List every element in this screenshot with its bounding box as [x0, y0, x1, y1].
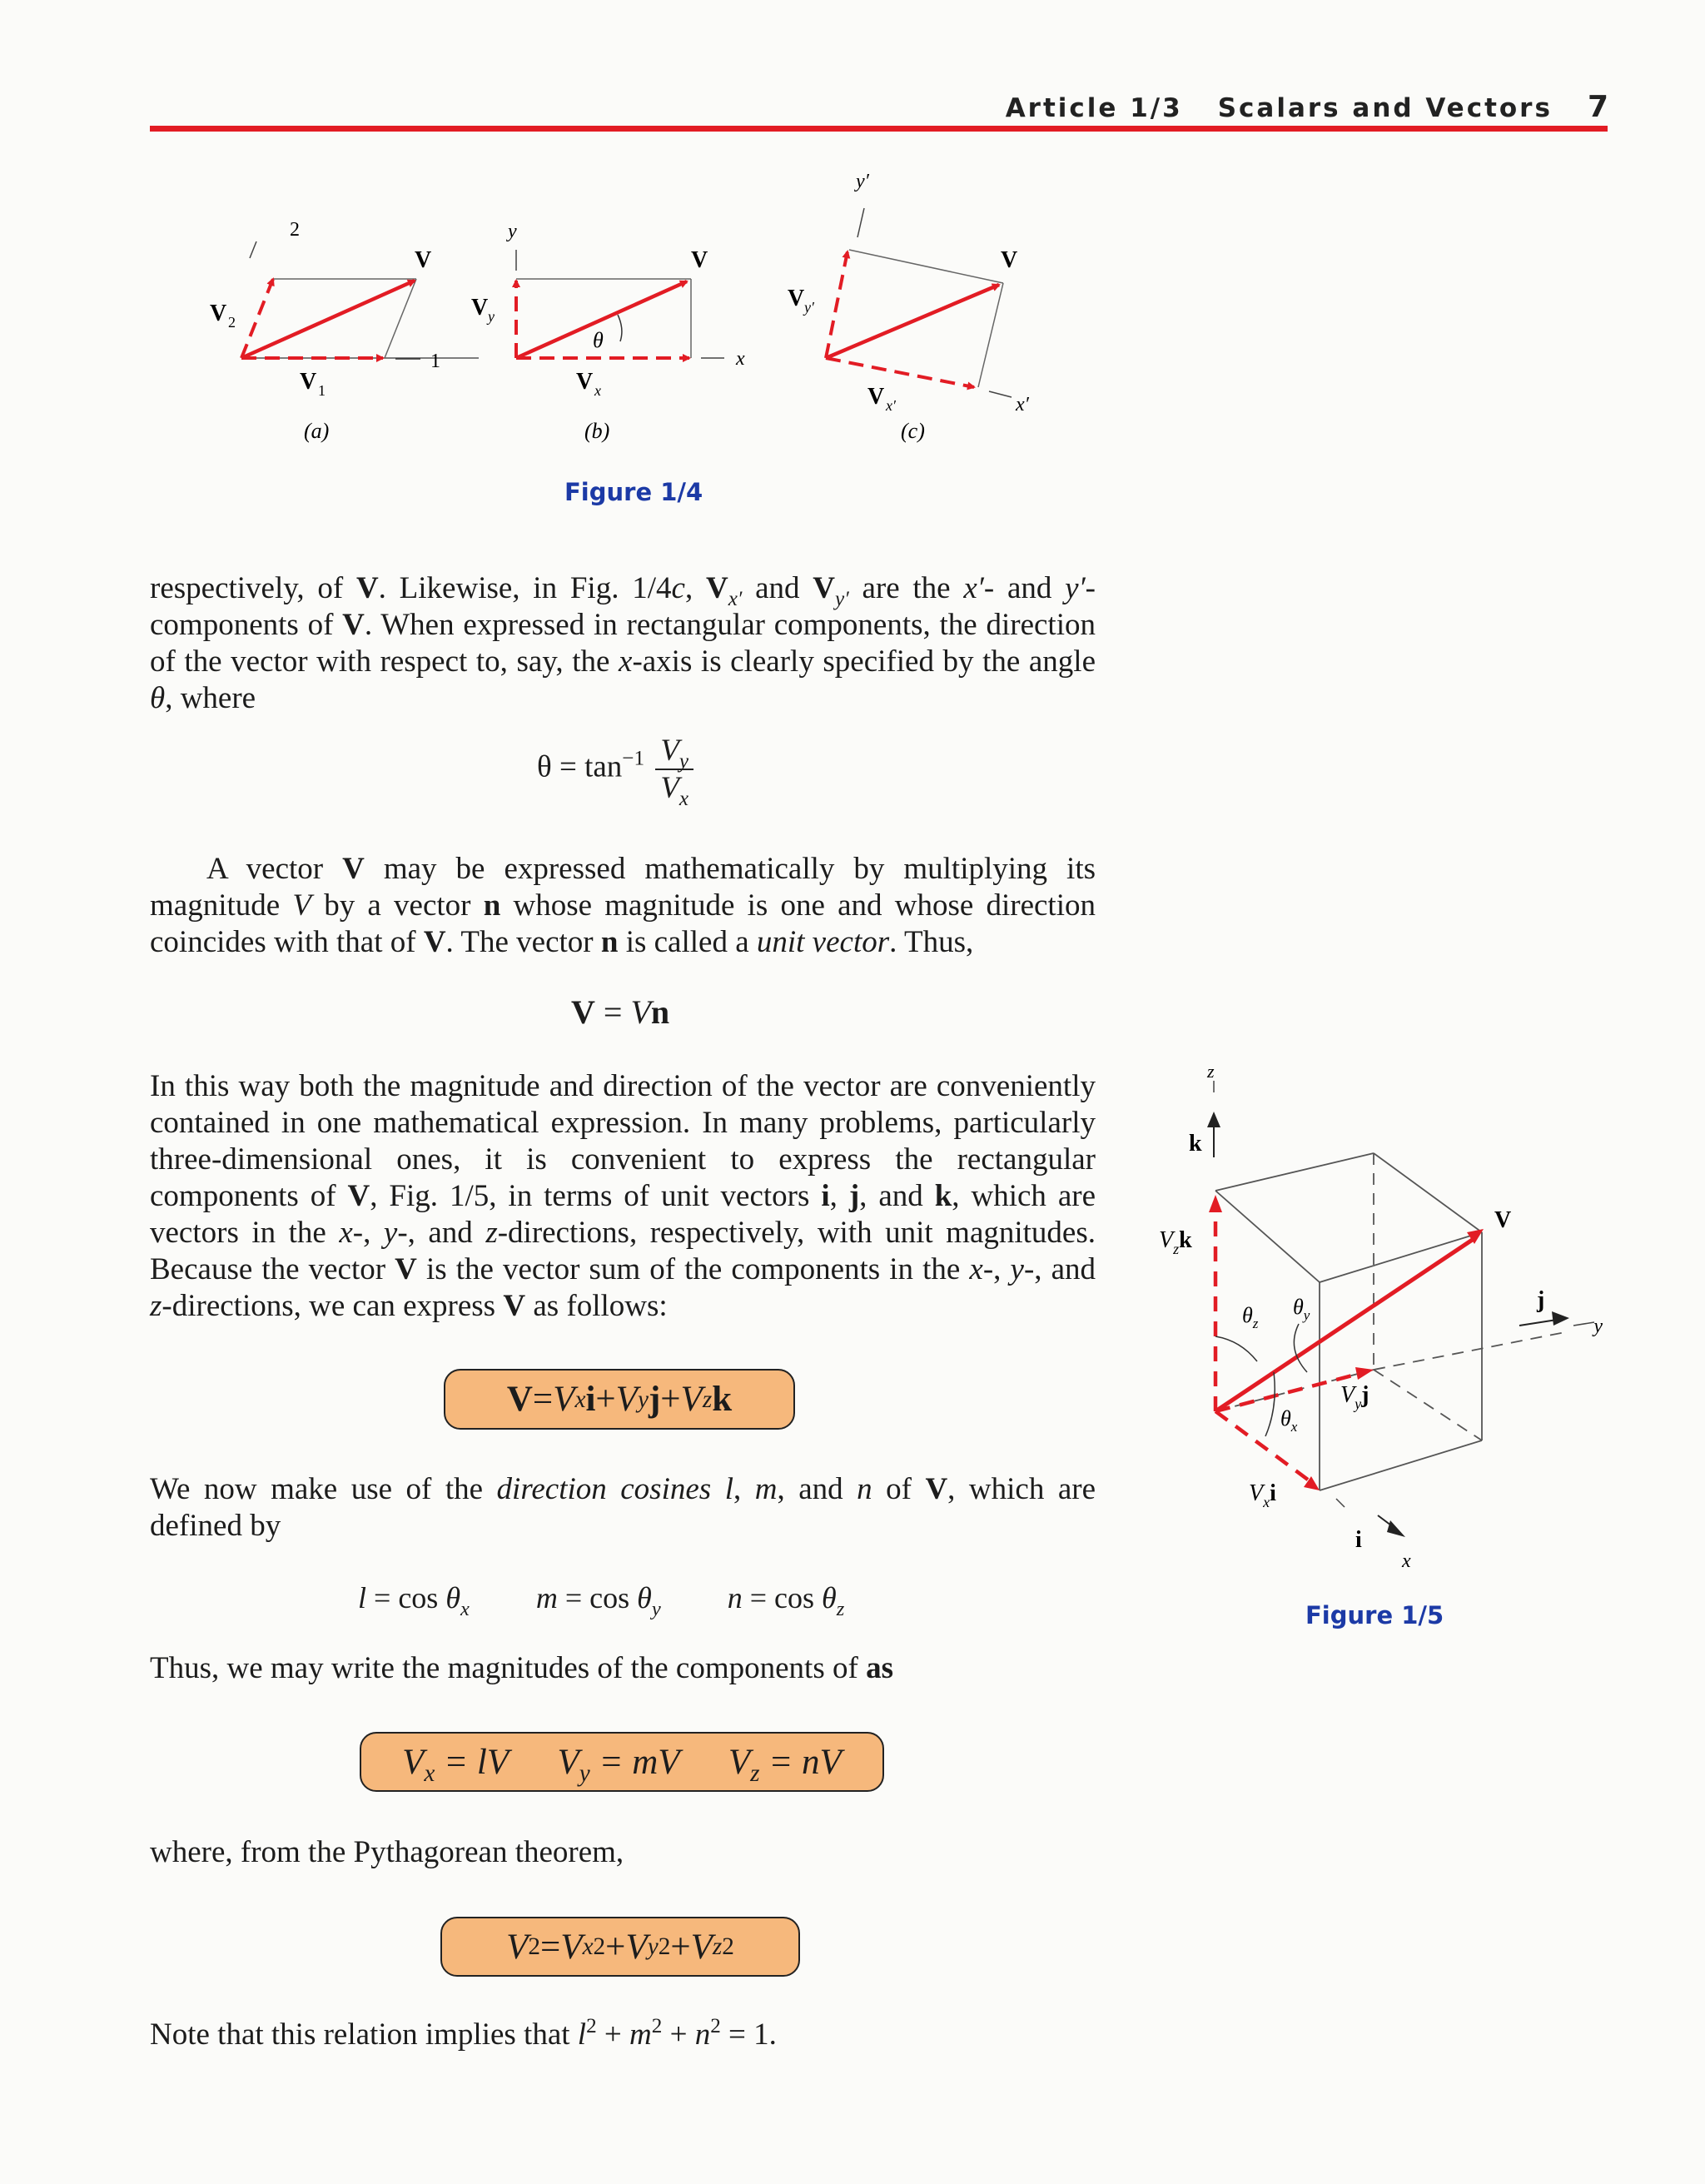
fig15-axis-x: x — [1402, 1550, 1411, 1572]
fig14a-v2: V — [210, 301, 227, 326]
paragraph-note: Note that this relation implies that $l^2 + m^2 + n^2 = 1$. — [150, 2015, 777, 2052]
figure-1-5 — [1141, 1057, 1607, 1594]
eq-l-cos: $l = \cos \theta_x$ — [358, 1581, 470, 1620]
figure-1-4-diagram — [191, 162, 1091, 462]
equation-theta — [537, 733, 693, 810]
paragraph-magnitudes: Thus, we may write the magnitudes of the components of as — [150, 1651, 893, 1685]
fig15-vyj: $V_yj$ — [1340, 1382, 1369, 1412]
eq-theta-sup: −1 — [622, 747, 645, 770]
eq-vy: $V_y$ = mV — [557, 1742, 680, 1787]
fig14c-vy: V — [788, 286, 805, 311]
fig15-theta-z: $\theta_z$ — [1242, 1303, 1259, 1331]
eq-vz: $V_z$ = nV — [728, 1742, 842, 1787]
fig14c-v: V — [1001, 247, 1018, 273]
running-header — [1006, 90, 1608, 124]
figure-1-4c — [788, 171, 1030, 443]
article-title: Scalars and Vectors — [1217, 93, 1553, 123]
eq-n-cos: $n = \cos \theta_z$ — [727, 1581, 845, 1620]
figure-1-4 — [191, 162, 1091, 466]
article-number: Article 1/3 — [1005, 93, 1183, 123]
fig15-v: V — [1494, 1207, 1512, 1233]
fig15-i: i — [1355, 1527, 1362, 1553]
equation-v-vn: V = Vn — [571, 993, 670, 1031]
fig15-axis-z: z — [1207, 1061, 1215, 1082]
header-rule — [150, 126, 1608, 132]
paragraph-unit-vector: A vector V may be expressed mathematically by multiplying its magnitude V by a vector n whose magnitude is one and whose direction coincides with that of V. The vector n is called a unit vector. Thus, — [150, 852, 1096, 959]
fig14b-axis-y: y — [508, 221, 517, 242]
fig15-vxi: $V_xi$ — [1249, 1480, 1276, 1510]
fig15-k: k — [1189, 1131, 1202, 1157]
fig14b-vx-sub: x — [594, 382, 601, 399]
fig14b-vx: V — [576, 369, 594, 395]
boxed-equation-vector-sum: V = V x i + V y j + V z k — [444, 1369, 795, 1430]
boxed-equation-pythagorean: V 2 = V x 2 + V y 2 + V z 2 — [440, 1917, 800, 1977]
paragraph-unit-vectors-ijk: In this way both the magnitude and direction of the vector are conveniently contained in one mathematical expression. In many problems, particularly three-dimensional ones, it is convenient to express the rectangular components of V, Fig. 1/5, in terms of unit vectors i, j, and k, which are vectors in the x-, y-, and z-directions, respectively, with unit magnitudes. Because the vector V is the vector sum of the components in the x-, y-, and z-directions, we can express V as follows: — [150, 1069, 1096, 1323]
fig14a-v1: V — [300, 369, 317, 395]
fig14c-vx-sub: x′ — [886, 397, 896, 414]
fig14c-vx: V — [867, 384, 885, 410]
page-number: 7 — [1587, 90, 1608, 124]
fig14c-label: (c) — [901, 419, 925, 443]
eq-theta-lhs: θ = tan — [537, 749, 623, 784]
fig14a-v: V — [415, 247, 432, 273]
fig14a-axis2: 2 — [290, 219, 300, 241]
fig15-theta-y: $\theta_y$ — [1293, 1295, 1310, 1323]
fig15-theta-x: $\theta_x$ — [1280, 1406, 1298, 1435]
fig14a-label: (a) — [304, 419, 330, 443]
fig14c-axis-y: y′ — [856, 171, 869, 192]
eq-vx: $V_x$ = lV — [402, 1742, 510, 1787]
fig14b-vy: V — [471, 295, 489, 321]
boxed-equation-components — [360, 1732, 884, 1792]
paragraph-direction-cosines: We now make use of the direction cosines l, m, and n of V, which are defined by — [150, 1472, 1096, 1543]
figure-1-5-diagram — [1141, 1057, 1607, 1590]
fig14a-axis1: 1 — [430, 351, 440, 372]
paragraph-pythagorean: where, from the Pythagorean theorem, — [150, 1835, 624, 1869]
eq-theta-fraction: $\frac{V_y}{V_x}$ — [655, 733, 693, 806]
fig14b-v: V — [691, 247, 708, 273]
fig14a-v1-sub: 1 — [318, 382, 326, 399]
fig14c-axis-x: x′ — [1016, 394, 1029, 415]
fig14b-vy-sub: y — [488, 308, 495, 325]
equations-direction-cosines — [358, 1580, 845, 1620]
fig14b-theta: θ — [593, 328, 604, 352]
fig15-j: j — [1537, 1287, 1545, 1313]
fig14b-axis-x: x — [736, 348, 745, 370]
figure-1-4b — [471, 221, 745, 443]
figure-1-4a — [210, 219, 479, 443]
figure-1-4-caption: Figure 1/4 — [564, 478, 703, 506]
paragraph-components: respectively, of V. Likewise, in Fig. 1/4c, $V_{x'}$ and $V_{y'}$ are the x′- and y′-components of V. When expressed in rectangular components, the direction of the vector with respect to, say, the x-axis is clearly specified by the angle θ, where — [150, 571, 1096, 715]
fig14b-label: (b) — [584, 419, 610, 443]
fig14a-v2-sub: 2 — [228, 314, 236, 331]
fig15-axis-y: y — [1593, 1316, 1603, 1337]
fig14c-vy-sub: y′ — [804, 299, 814, 316]
eq-m-cos: $m = \cos \theta_y$ — [535, 1581, 661, 1620]
fig15-vzk: $V_zk$ — [1159, 1227, 1192, 1257]
figure-1-5-caption: Figure 1/5 — [1305, 1601, 1444, 1629]
